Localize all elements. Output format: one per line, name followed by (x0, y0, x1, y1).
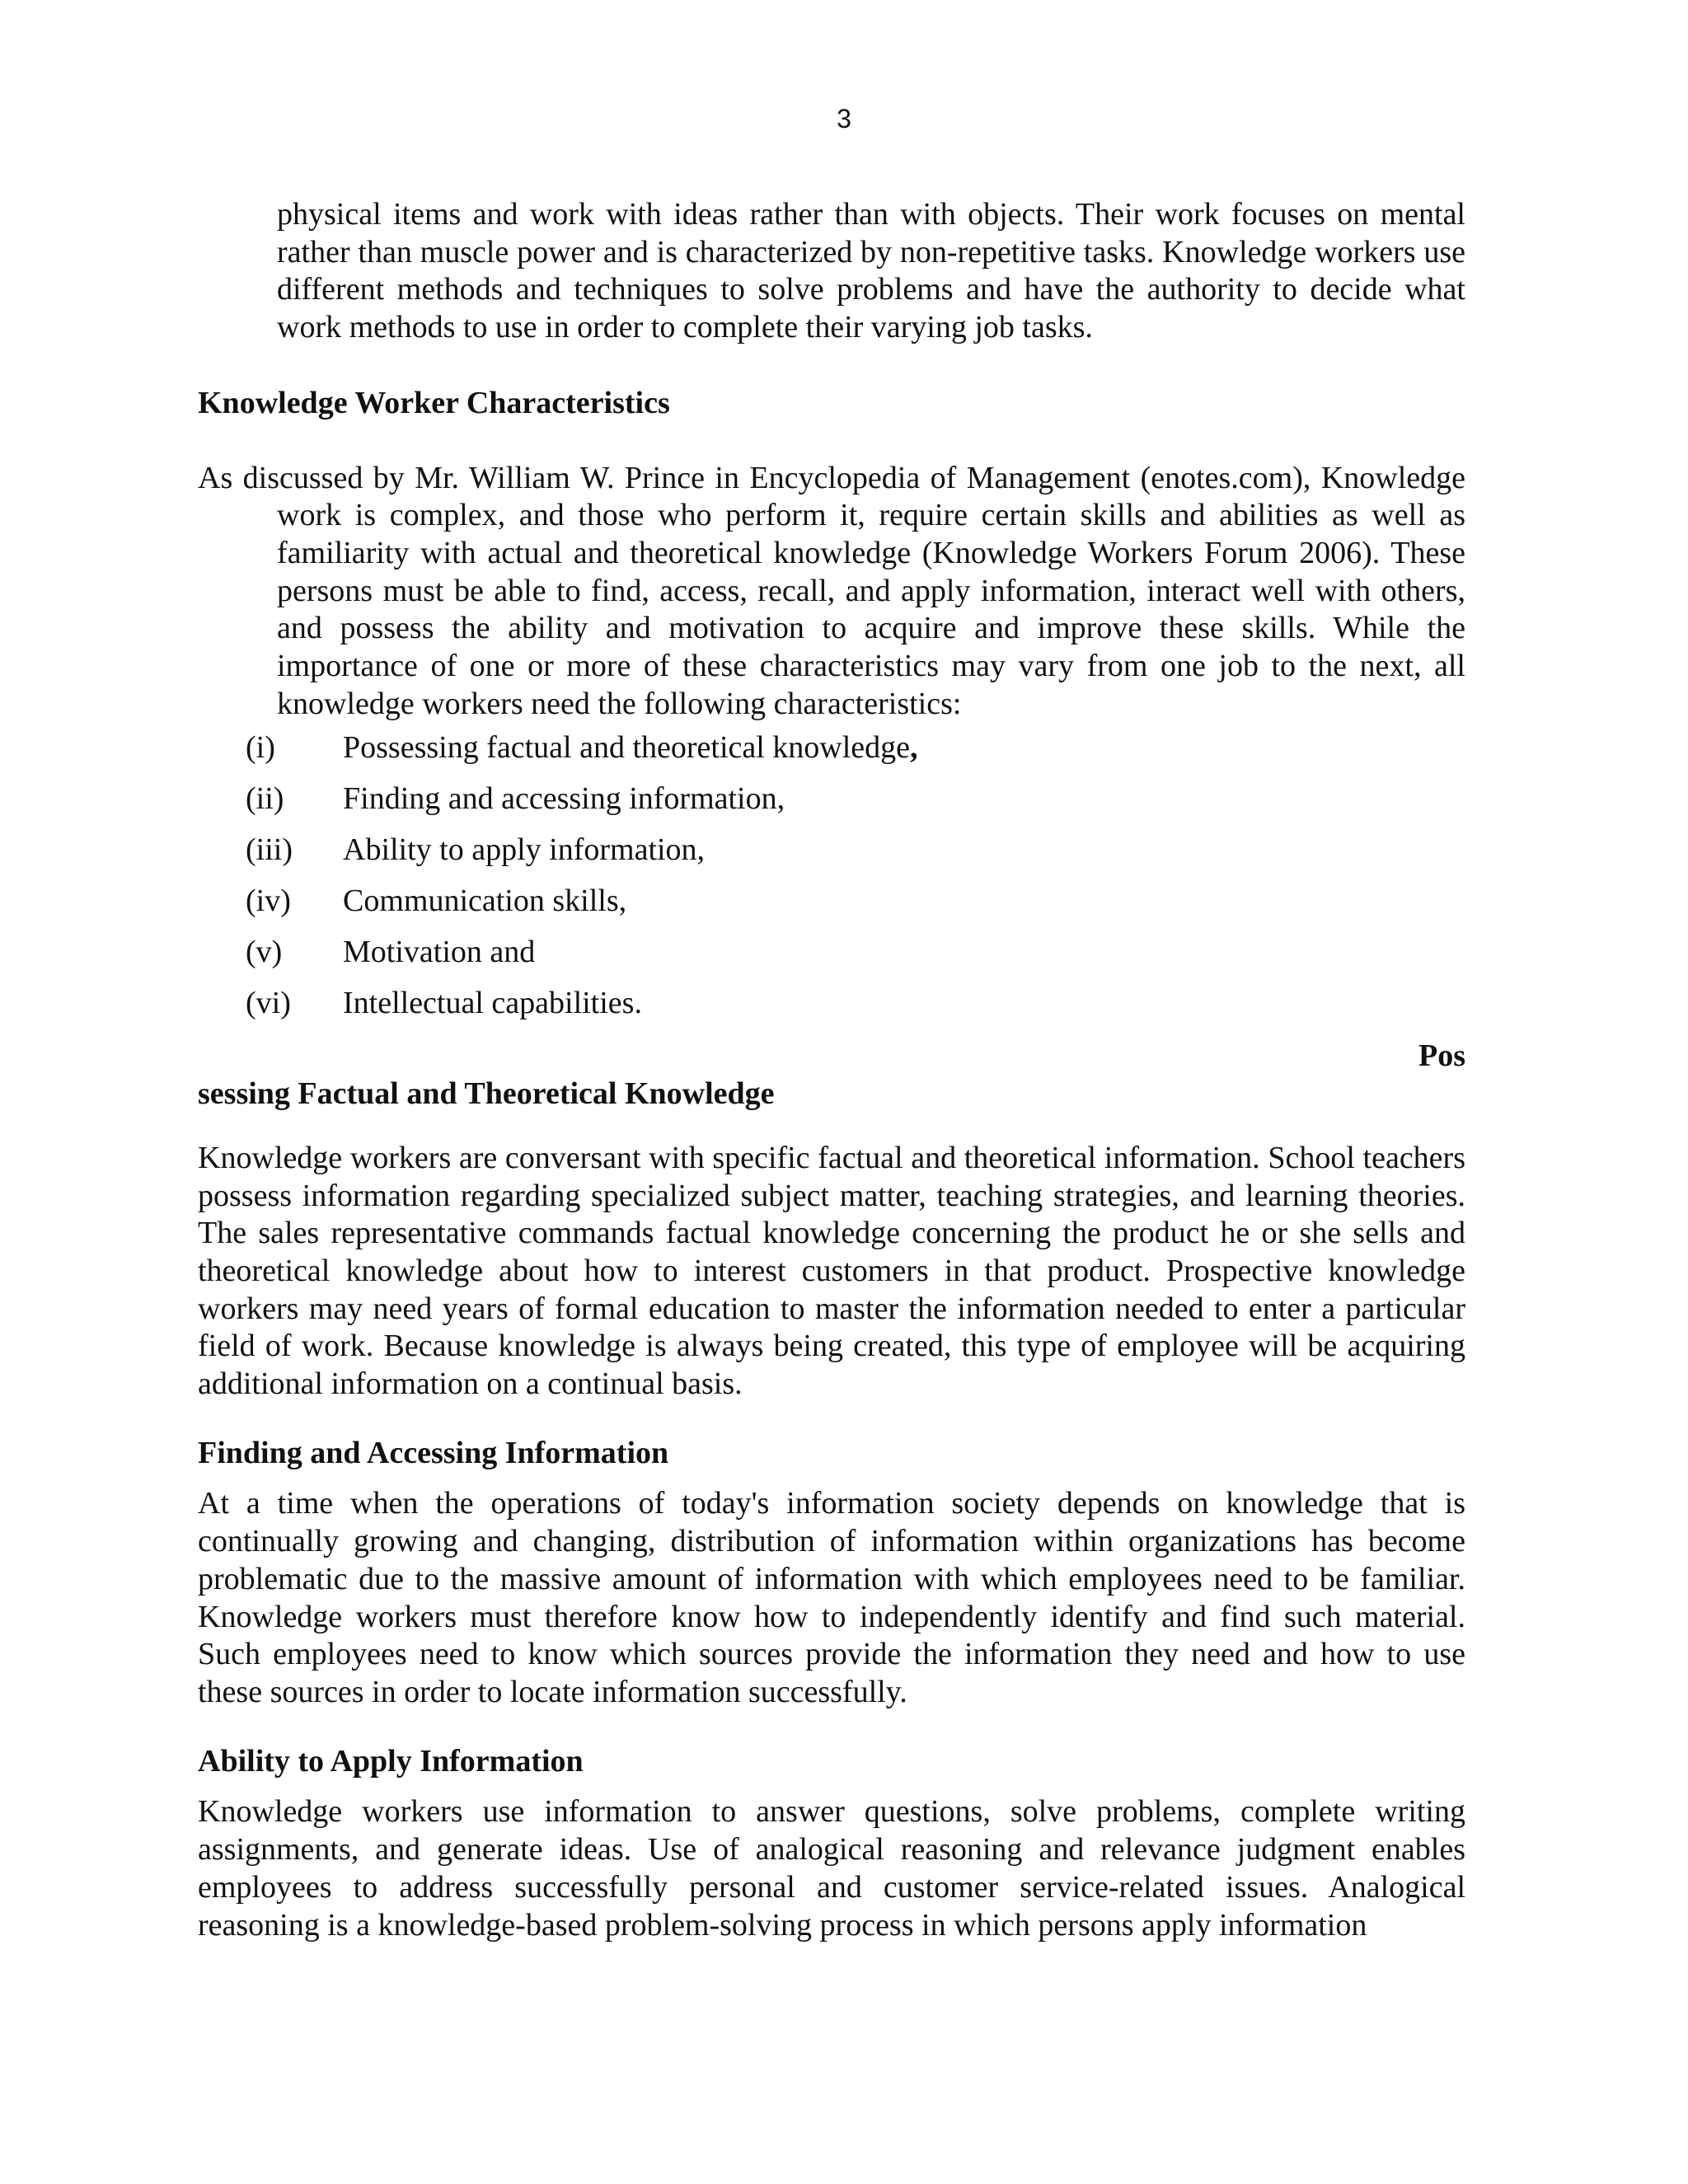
list-item (198, 985, 1465, 1036)
list-item (198, 934, 1465, 985)
finding-heading: Finding and Accessing Information (198, 1435, 669, 1470)
characteristics-paragraph: As discussed by Mr. William W. Prince in Encyclopedia of Management (enotes.com), Knowledge work is complex, and those who perform it, require certain skills and abilities as well as familiarity with actual and theoretical knowledge (Knowledge Workers Forum 2006). These persons must be able to find, access, recall, and apply information, interact well with others, and possess the ability and motivation to acquire and improve these skills. While the importance of one or more of these characteristics may vary from one job to the next, all knowledge workers need the following characteristics: (198, 460, 1465, 721)
apply-heading: Ability to Apply Information (198, 1743, 584, 1779)
page-number: 3 (837, 104, 851, 134)
list-item (198, 780, 1465, 832)
list-marker: (i) (246, 730, 275, 766)
characteristics-heading: Knowledge Worker Characteristics (198, 385, 670, 420)
apply-paragraph: Knowledge workers use information to answer questions, solve problems, complete writing assignments, and generate ideas. Use of analogical reasoning and relevance judgment enables employees to address successfully personal and customer service-related issues. Analogical reasoning is a knowledge-based problem-solving process in which persons apply information (198, 1794, 1465, 1943)
list-marker: (iii) (246, 832, 293, 868)
list-text: Motivation and (343, 935, 536, 970)
list-text: Intellectual capabilities. (343, 986, 642, 1021)
document-body (198, 196, 1465, 1944)
list-marker: (vi) (246, 986, 291, 1021)
list-marker: (v) (246, 935, 283, 970)
list-marker: (iv) (246, 883, 291, 919)
finding-paragraph: At a time when the operations of today's information society depends on knowledge that is continually growing and changing, distribution of information within organizations has become problematic due to the massive amount of information with which employees need to be familiar. Knowledge workers must therefore know how to independently identify and find such material. Such employees need to know which sources provide the information they need and how to use these sources in order to locate information successfully. (198, 1486, 1465, 1709)
characteristics-list (198, 729, 1465, 1036)
factual-heading-fragment: Pos (1418, 1038, 1465, 1074)
list-item (198, 883, 1465, 934)
list-text: Ability to apply information, (343, 832, 706, 868)
list-text: Finding and accessing information, (343, 781, 785, 817)
list-marker: (ii) (246, 781, 284, 817)
factual-paragraph: Knowledge workers are conversant with specific factual and theoretical information. School teachers possess information regarding specialized subject matter, teaching strategies, and learning theories. The sales representative commands factual knowledge concerning the product he or she sells and theoretical knowledge about how to interest customers in that product. Prospective knowledge workers may need years of formal education to master the information needed to enter a particular field of work. Because knowledge is always being created, this type of employee will be acquiring additional information on a continual basis. (198, 1140, 1465, 1402)
list-item (198, 729, 1465, 780)
list-item (198, 832, 1465, 883)
list-text: Possessing factual and theoretical knowledge, (343, 730, 918, 766)
intro-paragraph: physical items and work with ideas rather than with objects. Their work focuses on mental rather than muscle power and is characterized by non-repetitive tasks. Knowledge workers use different methods and techniques to solve problems and have the authority to decide what work methods to use in order to complete their varying job tasks. (277, 197, 1465, 345)
factual-heading: sessing Factual and Theoretical Knowledge (198, 1076, 775, 1112)
list-text: Communication skills, (343, 883, 627, 919)
